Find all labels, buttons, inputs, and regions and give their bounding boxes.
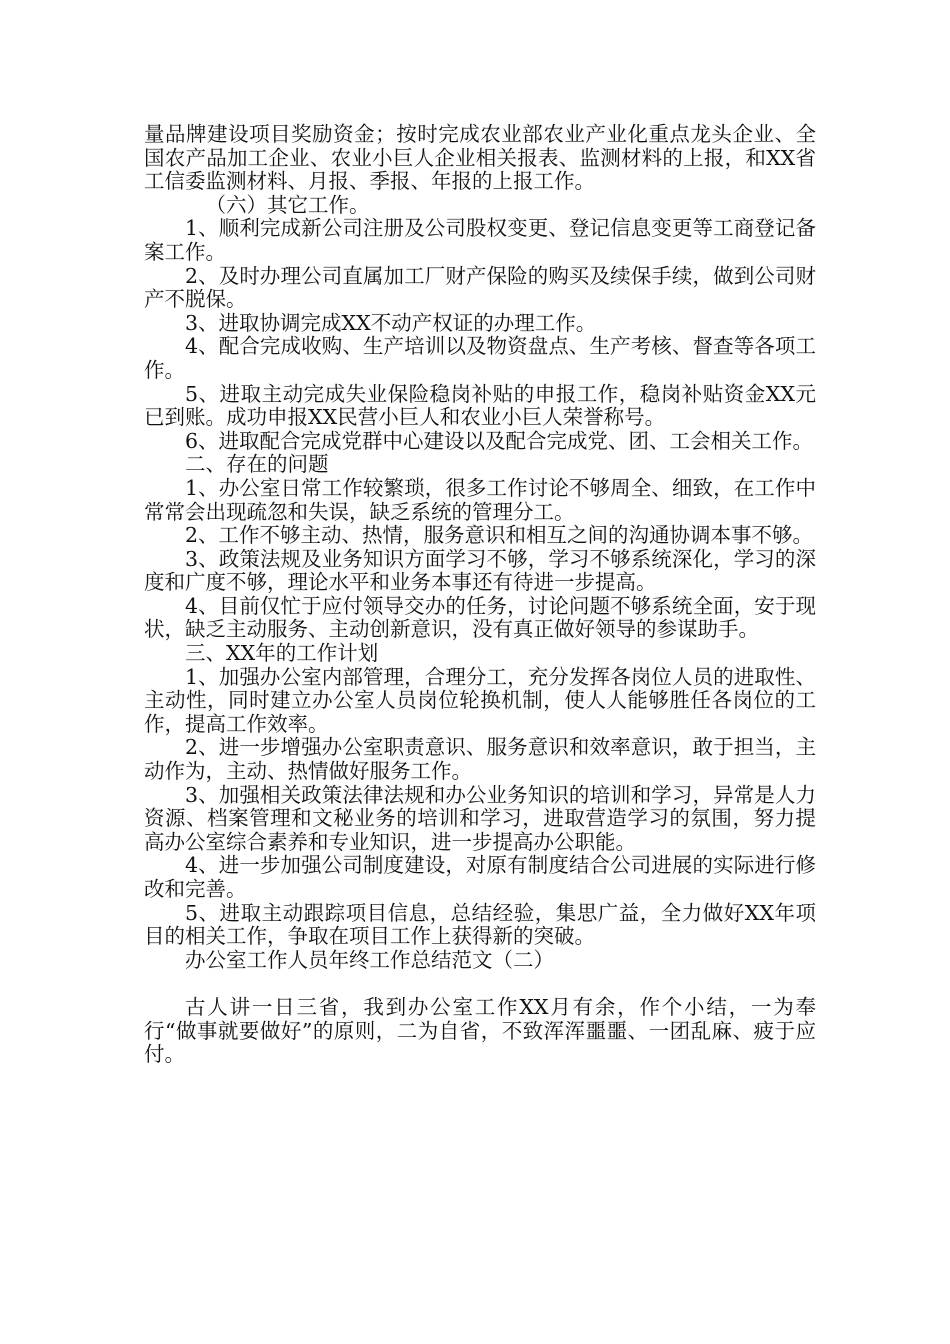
paragraph-3: 2、及时办理公司直属加工厂财产保险的购买及续保手续，做到公司财产不脱保。 (144, 263, 816, 312)
paragraph-10: 2、工作不够主动、热情，服务意识和相互之间的沟通协调本事不够。 (185, 523, 814, 548)
paragraph-14: 1、加强办公室内部管理，合理分工，充分发挥各岗位人员的进取性、主动性，同时建立办公室人员岗位轮换机制，使人人能够胜任各岗位的工作，提高工作效率。 (144, 664, 816, 736)
blank-line (144, 972, 816, 996)
paragraph-12: 4、目前仅忙于应付领导交办的任务，讨论问题不够系统全面，安于现状，缺乏主动服务、主动创新意识，没有真正做好领导的参谋助手。 (144, 593, 816, 642)
section-heading-problems: 二、存在的问题 (185, 452, 329, 477)
paragraph-7: 6、进取配合完成党群中心建设以及配合完成党、团、工会相关工作。 (185, 428, 814, 453)
article-title-two: 办公室工作人员年终工作总结范文（二） (185, 947, 554, 972)
paragraph-5: 4、配合完成收购、生产培训以及物资盘点、生产考核、督查等各项工作。 (144, 334, 816, 382)
document-body (144, 123, 816, 1067)
paragraph-11: 3、政策法规及业务知识方面学习不够，学习不够系统深化，学习的深度和广度不够，理论水平和业务本事还有待进一步提高。 (144, 546, 816, 595)
section-heading-other-work: （六）其它工作。 (205, 192, 370, 217)
paragraph-6: 5、进取主动完成失业保险稳岗补贴的申报工作，稳岗补贴资金XX元已到账。成功申报XX民营小巨人和农业小巨人荣誉称号。 (144, 381, 816, 430)
section-heading-work-plan: 三、XX年的工作计划 (185, 641, 379, 666)
paragraph-15: 2、进一步增强办公室职责意识、服务意识和效率意识，敢于担当，主动作为，主动、热情做好服务工作。 (144, 735, 816, 784)
paragraph-20: 古人讲一日三省，我到办公室工作XX月有余，作个小结，一为奉行“做事就要做好”的原则，二为自省，不致浑浑噩噩、一团乱麻、疲于应付。 (144, 994, 816, 1067)
paragraph-17: 4、进一步加强公司制度建设，对原有制度结合公司进展的实际进行修改和完善。 (144, 853, 816, 901)
paragraph-4: 3、进取协调完成XX不动产权证的办理工作。 (185, 310, 597, 335)
paragraph-2: 1、顺利完成新公司注册及公司股权变更、登记信息变更等工商登记备案工作。 (144, 216, 816, 264)
paragraph-0: 量品牌建设项目奖励资金；按时完成农业部农业产业化重点龙头企业、全国农产品加工企业、农业小巨人企业相关报表、监测材料的上报，和XX省工信委监测材料、月报、季报、年报的上报工作。 (144, 122, 816, 194)
paragraph-16: 3、加强相关政策法律法规和办公业务知识的培训和学习，异常是人力资源、档案管理和文秘业务的培训和学习，进取营造学习的氛围，努力提高办公室综合素养和专业知识，进一步提高办公职能。 (144, 782, 816, 854)
paragraph-9: 1、办公室日常工作较繁琐，很多工作讨论不够周全、细致，在工作中常常会出现疏忽和失误，缺乏系统的管理分工。 (144, 475, 816, 524)
paragraph-18: 5、进取主动跟踪项目信息，总结经验，集思广益，全力做好XX年项目的相关工作，争取在项目工作上获得新的突破。 (144, 900, 816, 949)
